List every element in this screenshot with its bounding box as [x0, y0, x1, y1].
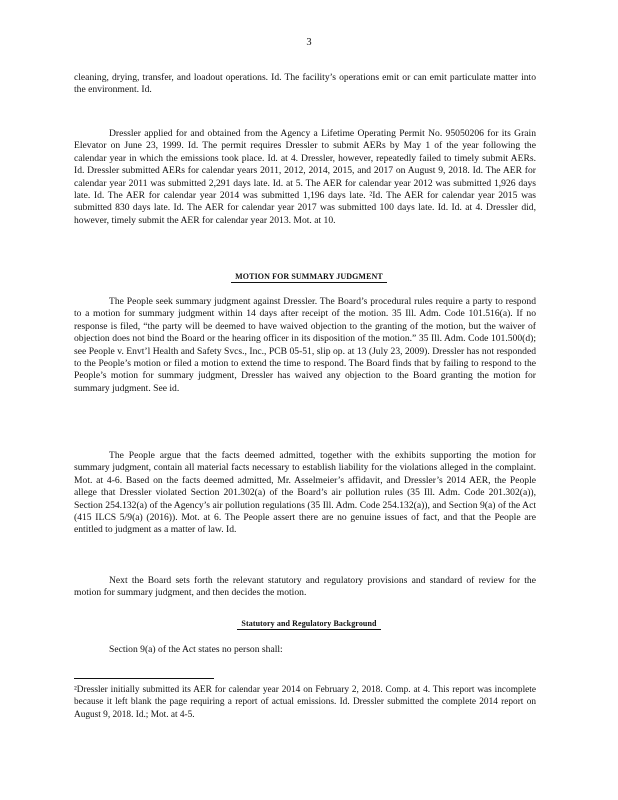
paragraph-permit-and-aers	[74, 128, 536, 227]
paragraph-facility-emissions	[74, 72, 536, 97]
footnote: ²Dressler initially submitted its AER for calendar year 2014 on February 2, 2018. Comp. at 4. This report was incomplete because it left blank the page requiring a report of actual emissions. Id. Dressler submitted the complete 2014 report on August 9, 2018. Id.; Mot. at 4-5.	[74, 685, 536, 720]
paragraph-text: The People seek summary judgment against Dressler. The Board’s procedural rules require a party to respond to a motion for summary judgment within 14 days after receipt of the motion. 35 Ill. Adm. Code 101.516(a). If no response is filed, “the party will be deemed to have waived objection to the granting of the motion, but the waiver of objection does not bind the Board or the hearing officer in its disposition of the motion.” 35 Ill. Adm. Code 101.500(d); see People v. Envt’l Health and Safety Svcs., Inc., PCB 05-51, slip op. at 13 (July 23, 2009). Dressler has not responded to the People’s motion or filed a motion to extend the time to respond. The Board finds that by failing to respond to the People’s motion for summary judgment, Dressler has waived any objection to the Board granting the motion for summary judgment. See id.	[74, 296, 536, 394]
heading-text: Statutory and Regulatory Background	[237, 619, 380, 630]
footnote-divider	[74, 678, 214, 679]
paragraph-text: Next the Board sets forth the relevant statutory and regulatory provisions and standard of review for the motion for summary judgment, and then decides the motion.	[74, 575, 536, 599]
paragraph-section-9a	[74, 644, 536, 656]
paragraph-text: The People argue that the facts deemed admitted, together with the exhibits supporting the motion for summary judgment, contain all material facts necessary to establish liability for the violations alleged in the complaint. Mot. at 4-6. Based on the facts deemed admitted, Mr. Asselmeier’s affidavit, and Dressler’s 2014 AER, the People allege that Dressler violated Section 201.302(a) of the Board’s air pollution rules (35 Ill. Adm. Code 201.302(a)), Section 254.132(a) of the Agency’s air pollution regulations (35 Ill. Adm. Code 254.132(a)), and Section 9(a) of the Act (415 ILCS 5/9(a) (2016)). Mot. at 6. The People assert there are no genuine issues of fact, and that the People are entitled to judgment as a matter of law. Id.	[74, 450, 536, 536]
paragraph-text: Dressler applied for and obtained from the Agency a Lifetime Operating Permit No. 95050206 for its Grain Elevator on June 23, 1999. Id. The permit requires Dressler to submit AERs by May 1 of the year following the calendar year in which the emissions took place. Id. at 4. Dressler, however, repeatedly failed to timely submit AERs. Id. Dressler submitted AERs for calendar years 2011, 2012, 2014, 2015, and 2017 on August 9, 2018. Id. The AER for calendar year 2011 was submitted 2,291 days late. Id. at 5. The AER for calendar year 2012 was submitted 1,926 days late. Id. The AER for calendar year 2014 was submitted 1,196 days late. ²Id. The AER for calendar year 2015 was submitted 830 days late. Id. The AER for calendar year 2017 was submitted 100 days late. Id. Id. at 4. Dressler did, however, timely submit the AER for calendar year 2013. Mot. at 10.	[74, 128, 536, 226]
heading-text: MOTION FOR SUMMARY JUDGMENT	[231, 272, 387, 283]
paragraph-text: cleaning, drying, transfer, and loadout operations. Id. The facility’s operations emit or can emit particulate matter into the environment. Id.	[74, 72, 536, 96]
paragraph-next-the-board	[74, 575, 536, 600]
section-heading-statutory	[0, 618, 618, 630]
section-heading-motion	[0, 271, 618, 283]
page-number: 3	[306, 37, 312, 48]
paragraph-procedural-rules	[74, 296, 536, 395]
paragraph-people-argue	[74, 450, 536, 537]
paragraph-text: Section 9(a) of the Act states no person shall:	[109, 644, 283, 655]
